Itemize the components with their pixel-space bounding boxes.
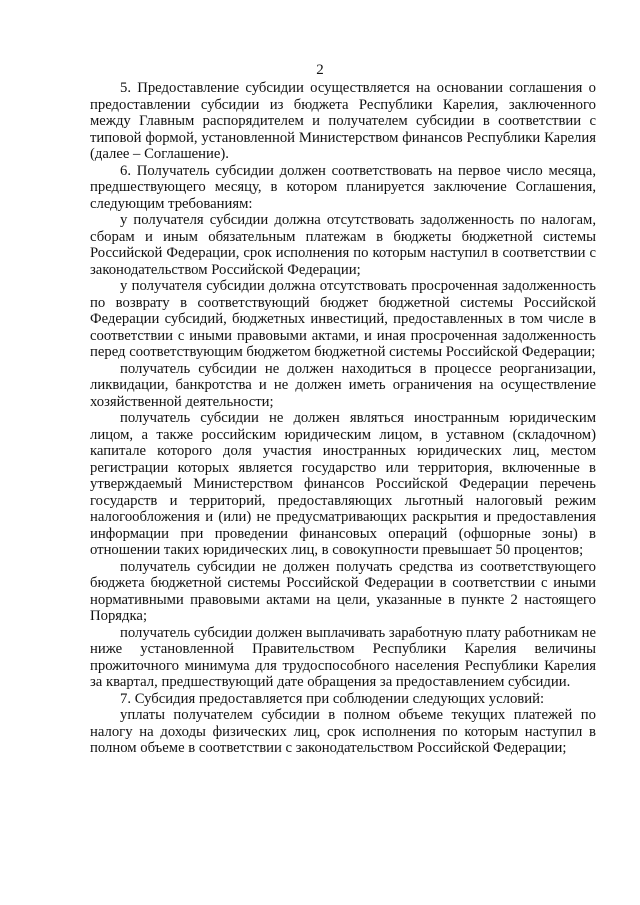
requirement-no-overdue-debt: у получателя субсидии должна отсутствовать просроченная задолженность по возврату в соответствующий бюджет бюджетной системы Российской Федерации субсидий, бюджетных инвестиций, предоставленных в том числе в соответствии с иными правовыми актами, и иная просроченная задолженность перед соответствующим бюджетом бюджетной системы Российской Федерации; [90, 278, 596, 360]
requirement-minimum-wage: получатель субсидии должен выплачивать заработную плату работникам не ниже установленной Правительством Республики Карелия величины прожиточного минимума для трудоспособного населения Республики Карелия за квартал, предшествующий дате обращения за предоставлением субсидии. [90, 624, 596, 690]
requirement-no-tax-debt: у получателя субсидии должна отсутствовать задолженность по налогам, сборам и иным обязательным платежам в бюджеты бюджетной системы Российской Федерации, срок исполнения по которым наступил в соответствии с законодательством Российской Федерации; [90, 212, 596, 278]
condition-income-tax-payments: уплаты получателем субсидии в полном объеме текущих платежей по налогу на доходы физических лиц, срок исполнения по которым наступил в полном объеме в соответствии с законодательством Российской Федерации; [90, 707, 596, 756]
requirement-no-reorganization: получатель субсидии не должен находиться в процессе реорганизации, ликвидации, банкротства и не должен иметь ограничения на осуществление хозяйственной деятельности; [90, 360, 596, 410]
document-body [90, 80, 596, 757]
page-number: 2 [316, 62, 324, 78]
requirement-no-other-budget-funds: получатель субсидии не должен получать средства из соответствующего бюджета бюджетной системы Российской Федерации в соответствии с иными нормативными правовыми актами на цели, указанные в пункте 2 настоящего Порядка; [90, 558, 596, 624]
requirement-not-foreign-entity: получатель субсидии не должен являться иностранным юридическим лицом, а также российским юридическим лицом, в уставном (складочном) капитале которого доля участия иностранных юридических лиц, местом регистрации которых является государство или территория, включенные в утверждаемый Министерством финансов Российской Федерации перечень государств и территорий, предоставляющих льготный налоговый режим налогообложения и (или) не предусматривающих раскрытия и предоставления информации при проведении финансовых операций (офшорные зоны) в отношении таких юридических лиц, в совокупности превышает 50 процентов; [90, 410, 596, 558]
paragraph-item-5: 5. Предоставление субсидии осуществляется на основании соглашения о предоставлении субсидии из бюджета Республики Карелия, заключенного между Главным распорядителем и получателем субсидии в соответствии с типовой формой, установленной Министерством финансов Республики Карелия (далее – Соглашение). [90, 80, 596, 162]
paragraph-item-6: 6. Получатель субсидии должен соответствовать на первое число месяца, предшествующего месяцу, в котором планируется заключение Соглашения, следующим требованиям: [90, 162, 596, 212]
paragraph-item-7: 7. Субсидия предоставляется при соблюдении следующих условий: [120, 690, 545, 707]
